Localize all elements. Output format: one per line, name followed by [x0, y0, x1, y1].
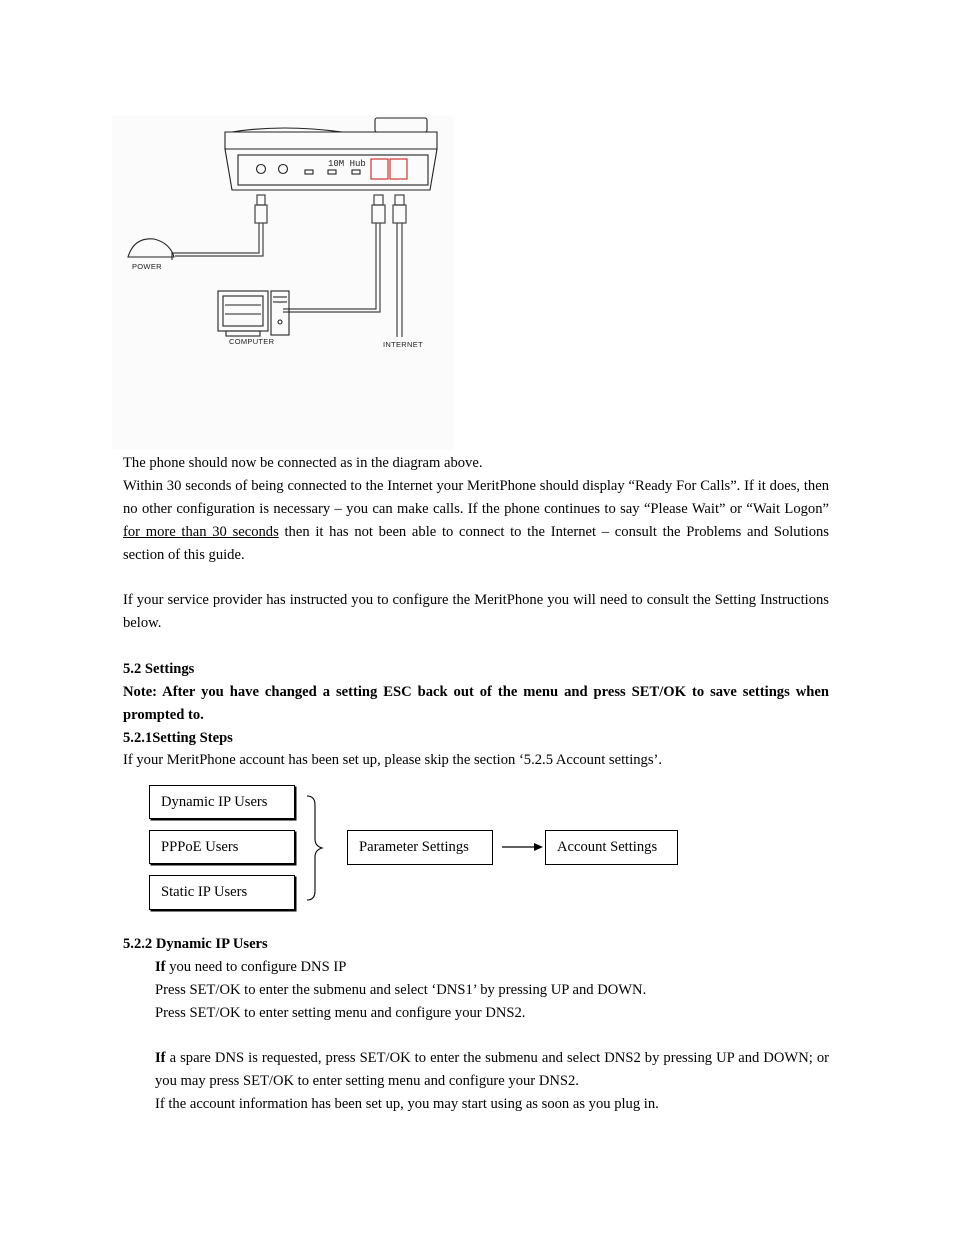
- pppoe-users-box: PPPoE Users: [149, 830, 295, 864]
- dynamic-spare-text: a spare DNS is requested, press SET/OK to enter the submenu and select DNS2 by pressing UP and DOWN; or you may press SET/OK to enter setting menu and configure your DNS2.: [155, 1050, 829, 1089]
- dynamic-ip-users-box: Dynamic IP Users: [149, 785, 295, 819]
- settings-note: Note: After you have changed a setting ESC back out of the menu and press SET/OK to save settings when prompted to.: [123, 684, 829, 723]
- account-settings-box: Account Settings: [545, 830, 678, 865]
- flow-arrow: [500, 840, 546, 854]
- dynamic-last-line: If the account information has been set up, you may start using as soon as you plug in.: [155, 1096, 659, 1112]
- power-label: POWER: [132, 262, 162, 271]
- dynamic-line-1: [155, 956, 346, 979]
- steps-text: If your MeritPhone account has been set up, please skip the section ‘5.2.5 Account settings’.: [123, 752, 663, 768]
- intro-text-after: then it has not been able to connect to the Internet – consult the Problems and Solutions section of this guide.: [123, 524, 829, 563]
- parameter-settings-box: Parameter Settings: [347, 830, 493, 865]
- computer-label: COMPUTER: [229, 337, 275, 346]
- hub-label: 10M Hub: [328, 159, 366, 169]
- dynamic-line-3: Press SET/OK to enter setting menu and configure your DNS2.: [155, 1005, 526, 1021]
- intro-paragraph: [123, 475, 829, 567]
- intro-line: The phone should now be connected as in the diagram above.: [123, 455, 483, 471]
- settings-heading: 5.2 Settings: [123, 661, 195, 677]
- dynamic-line-1-bold: If: [155, 959, 166, 975]
- dynamic-spare-paragraph: [155, 1047, 829, 1093]
- right-brace: [305, 795, 325, 901]
- static-ip-users-box: Static IP Users: [149, 875, 295, 910]
- dynamic-line-2: Press SET/OK to enter the submenu and select ‘DNS1’ by pressing UP and DOWN.: [155, 982, 647, 998]
- dynamic-spare-bold: If: [155, 1050, 166, 1066]
- intro-underlined-text: for more than 30 seconds: [123, 524, 279, 540]
- dynamic-heading: 5.2.2 Dynamic IP Users: [123, 936, 268, 952]
- connection-diagram: [112, 115, 454, 450]
- internet-label: INTERNET: [383, 340, 423, 349]
- dynamic-line-1-text: you need to configure DNS IP: [165, 959, 347, 975]
- steps-heading: 5.2.1Setting Steps: [123, 730, 233, 746]
- intro-text-before: Within 30 seconds of being connected to the Internet your MeritPhone should display “Ready For Calls”. If it does, then no other configuration is necessary – you can make calls. If the phone continues to say “Please Wait” or “Wait Logon”: [123, 478, 829, 517]
- configure-paragraph: If your service provider has instructed you to configure the MeritPhone you will need to consult the Setting Instructions below.: [123, 592, 829, 631]
